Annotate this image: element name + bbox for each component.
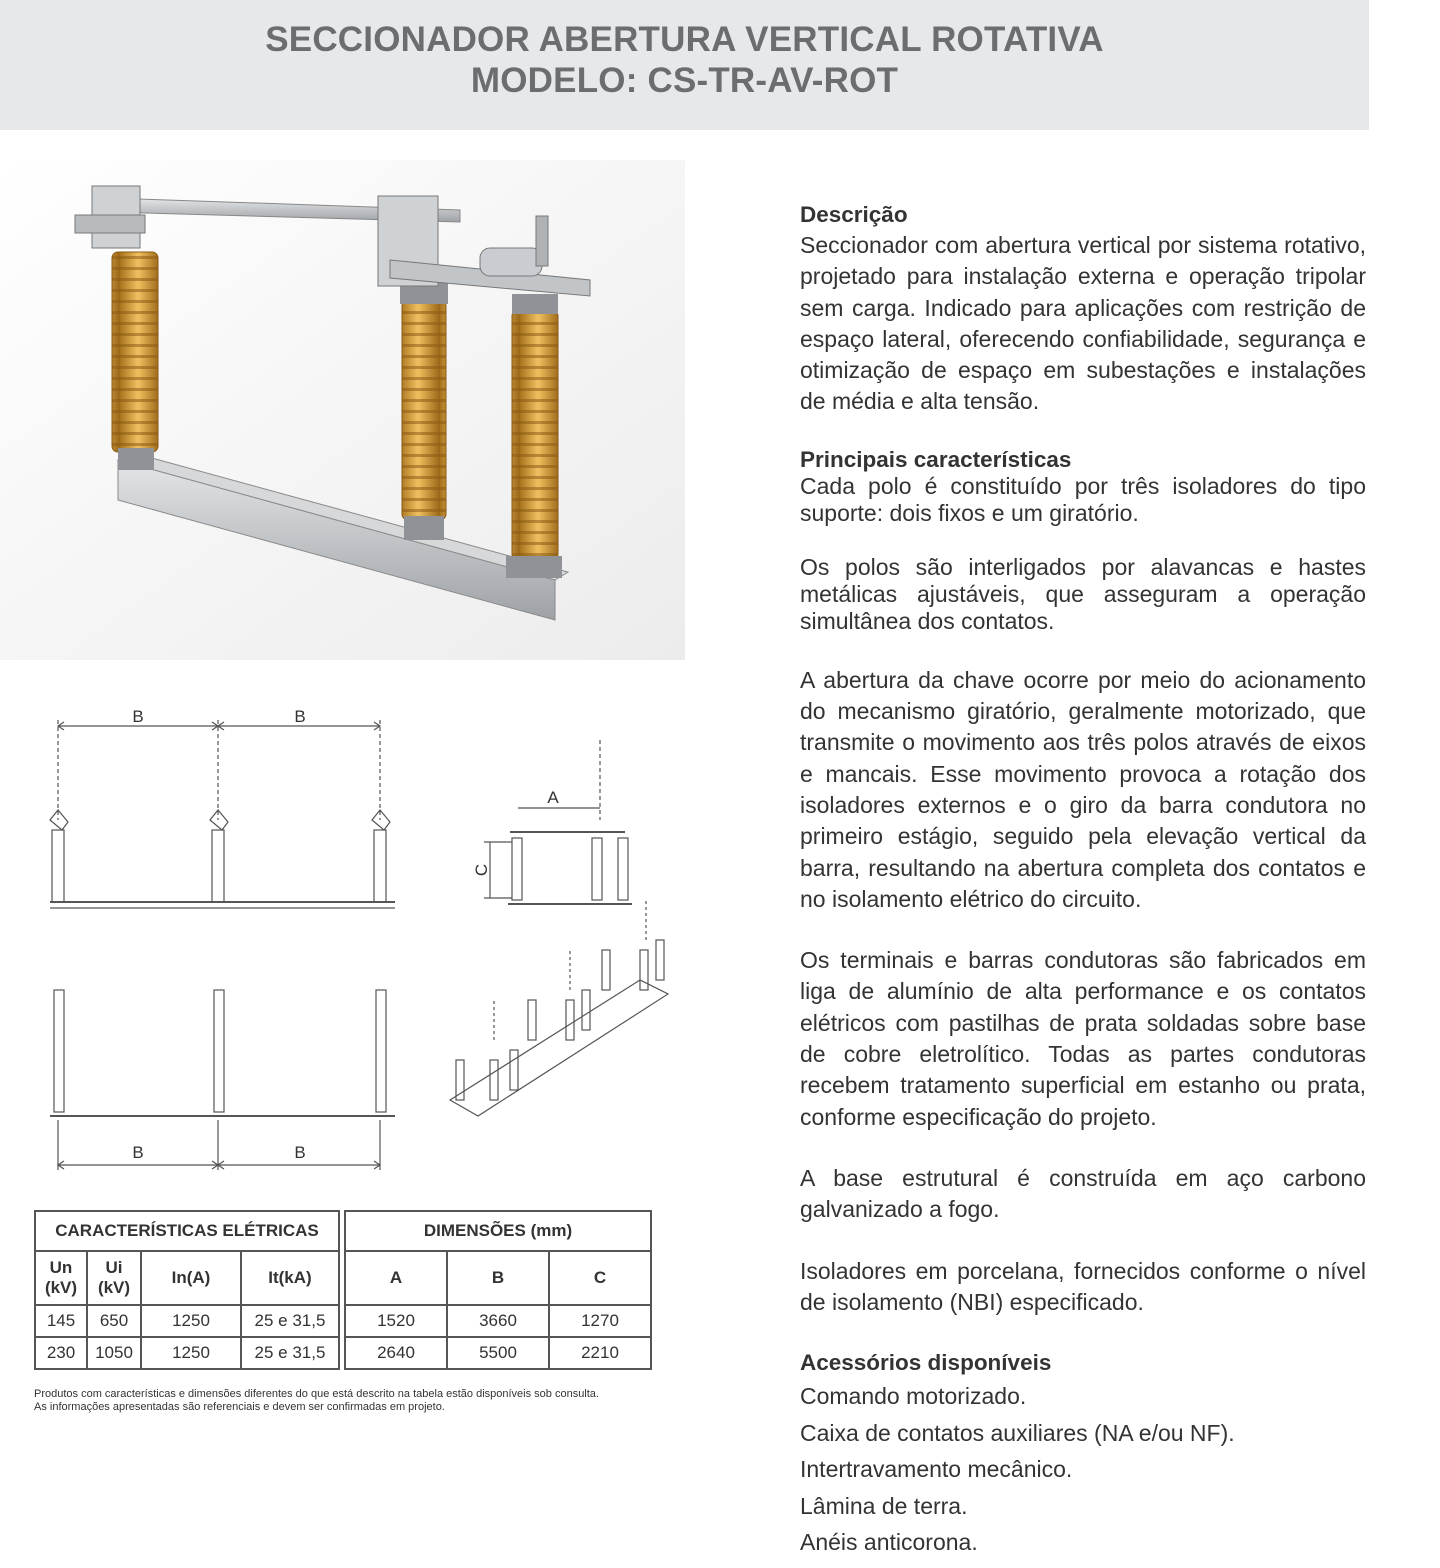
list-item: Lâmina de terra.	[800, 1492, 968, 1519]
col-ui-header: Ui (kV)	[87, 1251, 141, 1305]
features-heading: Principais características	[800, 446, 1072, 472]
dim-c-label: C	[472, 863, 491, 877]
dim-b-label-3: B	[132, 1143, 144, 1162]
isometric-view-drawing	[450, 900, 668, 1116]
table-row: 145 650 1250 25 e 31,5	[35, 1305, 339, 1337]
col-a-header: A	[345, 1251, 447, 1305]
text-column	[800, 200, 1366, 1561]
insulator-middle	[400, 282, 448, 540]
technical-drawings	[0, 660, 685, 1200]
col-in-header: In(A)	[141, 1251, 241, 1305]
side-view-drawing	[484, 740, 632, 904]
electrical-characteristics-table	[34, 1210, 340, 1370]
col-b-header: B	[447, 1251, 549, 1305]
model-subtitle: MODELO: CS-TR-AV-ROT	[470, 61, 899, 100]
accessories-list	[800, 1378, 1366, 1561]
dim-b-label-1: B	[132, 707, 144, 726]
feature-paragraph: Isoladores em porcelana, fornecidos conforme o nível de isolamento (NBI) especificado.	[800, 1257, 1366, 1315]
table-row: 2640 5500 2210	[345, 1337, 651, 1369]
feature-paragraph: Os terminais e barras condutoras são fabricados em liga de alumínio de alta performance e os contatos elétricos com pastilhas de prata soldadas sobre base de cobre eletrolítico. Todas as partes condutoras recebem tratamento superficial em estanho ou prata, conforme especificação do projeto.	[800, 947, 1366, 1130]
feature-paragraph: A abertura da chave ocorre por meio do acionamento do mecanismo giratório, geralmente motorizado, que transmite o movimento aos três polos através de eixos e mancais. Esse movimento provoca a rotação dos isoladores externos e o giro da barra condutora no primeiro estágio, seguido pela elevação vertical da barra, resultando na abertura completa dos contatos e no isolamento elétrico do circuito.	[800, 666, 1366, 912]
page-header	[0, 0, 1369, 130]
insulator-right	[506, 294, 562, 578]
feature-paragraph: Os polos são interligados por alavancas e hastes metálicas ajustáveis, que asseguram a operação simultânea dos contatos.	[800, 553, 1366, 634]
description-body: Seccionador com abertura vertical por sistema rotativo, projetado para instalação externa e operação tripolar sem carga. Indicado para aplicações com restrição de espaço lateral, oferecendo confiabilidade, segurança e otimização de espaço em subestações e instalações de média e alta tensão.	[800, 232, 1366, 415]
list-item: Caixa de contatos auxiliares (NA e/ou NF).	[800, 1419, 1235, 1446]
front-view-drawing	[50, 720, 395, 908]
feature-paragraph: A base estrutural é construída em aço carbono galvanizado a fogo.	[800, 1164, 1366, 1223]
page-title: SECCIONADOR ABERTURA VERTICAL ROTATIVA	[265, 20, 1104, 59]
product-render-image	[0, 160, 685, 660]
table-row: 1520 3660 1270	[345, 1305, 651, 1337]
dim-a-label: A	[547, 788, 559, 807]
col-it-header: It(kA)	[241, 1251, 339, 1305]
dimensions-table-title: DIMENSÕES (mm)	[345, 1211, 651, 1251]
dim-b-label-4: B	[294, 1143, 306, 1162]
footnote	[34, 1388, 599, 1414]
top-view-drawing	[50, 990, 395, 1170]
list-item: Anéis anticorona.	[800, 1529, 978, 1556]
insulator-left	[112, 252, 158, 470]
dim-b-label-2: B	[294, 707, 306, 726]
footnote-line-2: As informações apresentadas são referenciais e devem ser confirmadas em projeto.	[34, 1401, 445, 1413]
feature-paragraph: Cada polo é constituído por três isoladores do tipo suporte: dois fixos e um giratório.	[800, 472, 1366, 526]
electrical-table-title: CARACTERÍSTICAS ELÉTRICAS	[35, 1211, 339, 1251]
col-un-header: Un (kV)	[35, 1251, 87, 1305]
col-c-header: C	[549, 1251, 651, 1305]
list-item: Intertravamento mecânico.	[800, 1456, 1073, 1483]
dimensions-table	[344, 1210, 652, 1370]
list-item: Comando motorizado.	[800, 1383, 1027, 1410]
table-row: 230 1050 1250 25 e 31,5	[35, 1337, 339, 1369]
accessories-heading: Acessórios disponíveis	[800, 1350, 1052, 1376]
description-heading: Descrição	[800, 202, 908, 227]
footnote-line-1: Produtos com características e dimensões diferentes do que está descrito na tabela estão disponíveis sob consulta.	[34, 1388, 599, 1400]
